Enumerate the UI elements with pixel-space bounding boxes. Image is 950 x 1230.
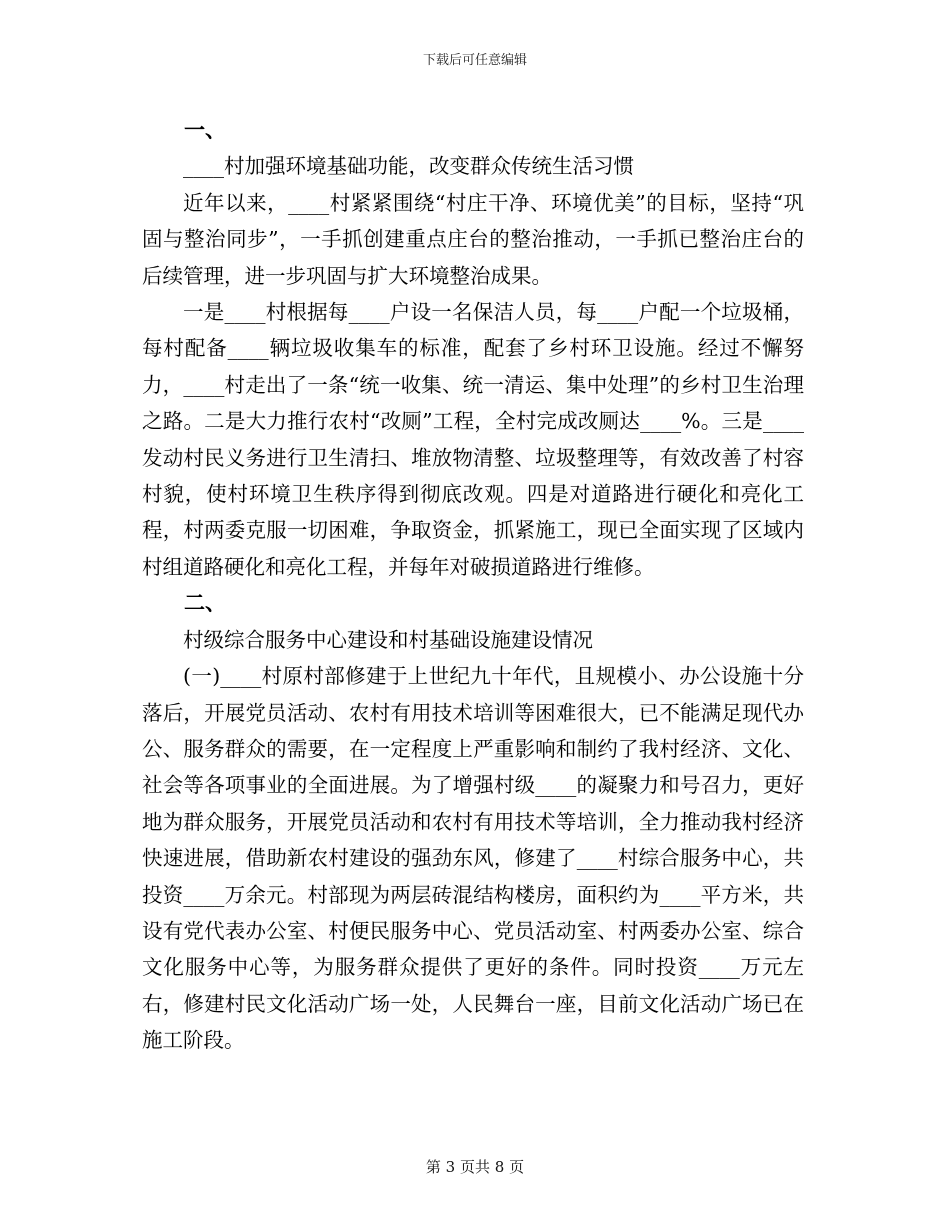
page-header: 下载后可任意编辑: [422, 53, 527, 68]
section-heading-one: 一、: [184, 117, 226, 142]
document-body: [142, 112, 804, 1059]
body-paragraph: (一)____村原村部修建于上世纪九十年代，且规模小、办公设施十分落后，开展党员活动、农村有用技术培训等困难很大，已不能满足现代办公、服务群众的需要，在一定程度上严重影响和制约了我村经济、文化、社会等各项事业的全面进展。为了增强村级____的凝聚力和号召力，更好地为群众服务，开展党员活动和农村有用技术等培训，全力推动我村经济快速进展，借助新农村建设的强劲东风，修建了____村综合服务中心，共投资____万余元。村部现为两层砖混结构楼房，面积约为____平方米，共设有党代表办公室、村便民服务中心、党员活动室、村两委办公室、综合文化服务中心等，为服务群众提供了更好的条件。同时投资____万元左右，修建村民文化活动广场一处，人民舞台一座，目前文化活动广场已在施工阶段。: [142, 664, 804, 1053]
body-paragraph: 近年以来，____村紧紧围绕“村庄干净、环境优美”的目标，坚持“巩固与整治同步”，一手抓创建重点庄台的整治推动，一手抓已整治庄台的后续管理，进一步巩固与扩大环境整治成果。: [142, 190, 804, 288]
section-subtitle-one: ____村加强环境基础功能，改变群众传统生活习惯: [183, 154, 634, 179]
section-heading-two: 二、: [184, 590, 226, 616]
page-number: 第 3 页共 8 页: [425, 1158, 525, 1176]
section-subtitle-two: 村级综合服务中心建设和村基础设施建设情况: [183, 627, 593, 652]
body-paragraph: 一是____村根据每____户设一名保洁人员，每____户配一个垃圾桶，每村配备____辆垃圾收集车的标准，配套了乡村环卫设施。经过不懈努力，____村走出了一条“统一收集、统一清运、集中处理”的乡村卫生治理之路。二是大力推行农村“改厕”工程，全村完成改厕达____%。三是____发动村民义务进行卫生清扫、堆放物清整、垃圾整理等，有效改善了村容村貌，使村环境卫生秩序得到彻底改观。四是对道路进行硬化和亮化工程，村两委克服一切困难，争取资金，抓紧施工，现已全面实现了区域内村组道路硬化和亮化工程，并每年对破损道路进行维修。: [142, 300, 804, 579]
